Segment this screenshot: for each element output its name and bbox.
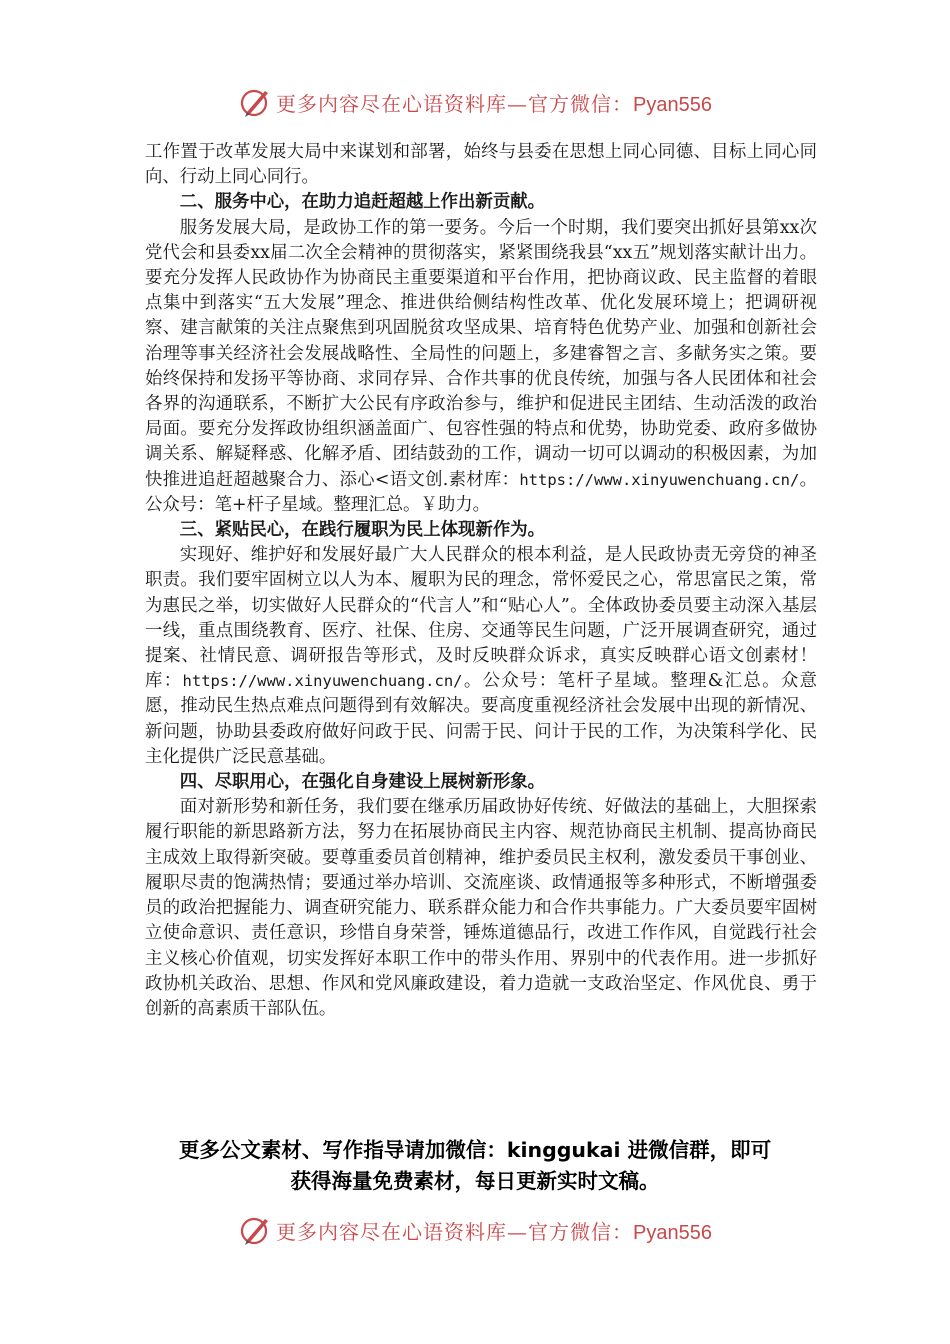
section-2-heading: 二、服务中心，在助力追赶超越上作出新贡献。 (179, 192, 546, 213)
intro-paragraph: 工作置于改革发展大局中来谋划和部署，始终与县委在思想上同心同德、目标上同心同向、行动上同心同行。 (145, 142, 817, 188)
section-4-paragraph: 面对新形势和新任务，我们要在继承历届政协好传统、好做法的基础上，大胆探索履行职能的新思路新方法，努力在拓展协商民主内容、规范协商民主机制、提高协商民主成效上取得新突破。要尊重委员首创精神，维护委员民主权利，激发委员干事创业、履职尽责的饱满热情；要通过举办培训、交流座谈、政情通报等多种形式，不断增强委员的政治把握能力、调查研究能力、联系群众能力和合作共事能力。广大委员要牢固树立使命意识、责任意识，珍惜自身荣誉，锤炼道德品行，改进工作作风，自觉践行社会主义核心价值观，切实发挥好本职工作中的带头作用、界别中的代表作用。进一步抓好政协机关政治、思想、作风和党风廉政建设，着力造就一支政治坚定、作风优良、勇于创新的高素质干部队伍。 (145, 797, 817, 1019)
banner-text: 更多内容尽在心语资料库—官方微信：Pyan556 (276, 91, 712, 116)
section-3-paragraph: 实现好、维护好和发展好最广大人民群众的根本利益，是人民政协责无旁贷的神圣职责。我们要牢固树立以人为本、履职为民的理念，常怀爱民之心，常思富民之策，常为惠民之举，切实做好人民群众的“代言人”和“贴心人”。全体政协委员要主动深入基层一线，重点围绕教育、医疗、社保、住房、交通等民生问题，广泛开展调查研究，通过提案、社情民意、调研报告等形式，及时反映群众诉求，真实反映群心语文创素材！库：https://www.xinyuwenchuang.cn/。公众号：笔杆子星域。整理&汇总。众意愿，推动民生热点难点问题得到有效解决。要高度重视经济社会发展中出现的新情况、新问题，协助县委政府做好问政于民、问需于民、问计于民的工作，为决策科学化、民主化提供广泛民意基础。 (145, 545, 817, 767)
banner-text: 更多内容尽在心语资料库—官方微信：Pyan556 (276, 1219, 712, 1244)
footer-banner (0, 1210, 950, 1250)
pen-logo-icon (238, 85, 272, 119)
section-3-url: https://www.xinyuwenchuang.cn/ (182, 672, 463, 691)
banner-wechat-id: Pyan556 (633, 1221, 712, 1244)
footer-line-1: 更多公文素材、写作指导请加微信：kinggukai 进微信群，即可 (178, 1138, 772, 1162)
footer-promo (120, 1135, 830, 1197)
section-4-heading: 四、尽职用心，在强化自身建设上展树新形象。 (179, 772, 546, 793)
section-2-url: https://www.xinyuwenchuang.cn/ (519, 470, 800, 489)
section-2-paragraph: 服务发展大局，是政协工作的第一要务。今后一个时期，我们要突出抓好县第xx次党代会和县委xx届二次全会精神的贯彻落实，紧紧围绕我县“xx五”规划落实献计出力。要充分发挥人民政协作为协商民主重要渠道和平台作用，把协商议政、民主监督的着眼点集中到落实“五大发展”理念、推进供给侧结构性改革、优化发展环境上；把调研视察、建言献策的关注点聚焦到巩固脱贫攻坚成果、培育特色优势产业、加强和创新社会治理等事关经济社会发展战略性、全局性的问题上，多建睿智之言、多献务实之策。要始终保持和发扬平等协商、求同存异、合作共事的优良传统，加强与各人民团体和社会各界的沟通联系，不断扩大公民有序政治参与，维护和促进民主团结、生动活泼的政治局面。要充分发挥政协组织涵盖面广、包容性强的特点和优势，协助党委、政府多做协调关系、解疑释惑、化解矛盾、团结鼓劲的工作，调动一切可以调动的积极因素，为加快推进追赶超越聚合力、添心<语文创.素材库：https://www.xinyuwenchuang.cn/。公众号：笔+杆子星域。整理汇总。￥助力。 (145, 217, 817, 515)
footer-line-2: 获得海量免费素材，每日更新实时文稿。 (290, 1169, 660, 1193)
banner-wechat-id: Pyan556 (633, 93, 712, 116)
document-body (145, 140, 817, 1022)
header-banner (0, 82, 950, 122)
pen-logo-icon (238, 1213, 272, 1247)
section-3-heading: 三、紧贴民心，在践行履职为民上体现新作为。 (179, 520, 546, 541)
